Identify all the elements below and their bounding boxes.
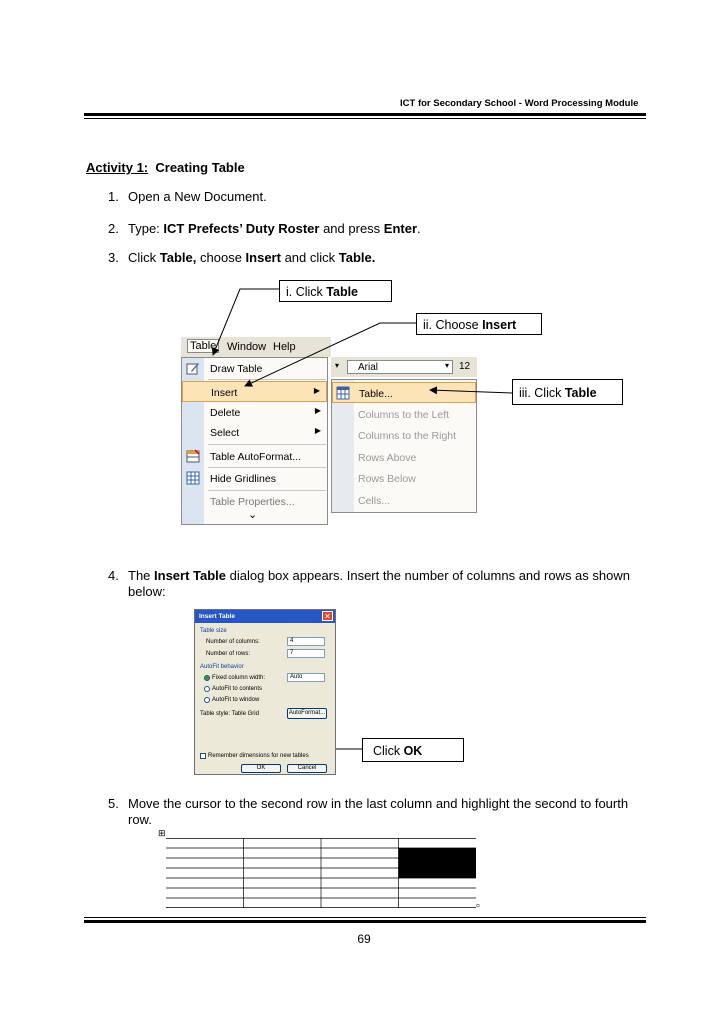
submenu-arrow-icon: ▶	[313, 386, 320, 395]
option-window-label: AutoFit to window	[212, 697, 260, 703]
dropdown-arrow-icon: ▾	[444, 361, 449, 370]
step-bold: Table.	[338, 250, 376, 265]
step-text: dialog box appears. Insert the number of columns and rows as shown	[226, 568, 630, 583]
arrow-to-table-menu	[213, 289, 279, 355]
submenu-item-label: Cells...	[358, 495, 391, 507]
callout-text: iii. Click	[519, 386, 565, 400]
columns-input[interactable]	[287, 637, 325, 646]
rows-label: Number of rows:	[206, 651, 251, 657]
submenu-item-label: Columns to the Right	[358, 430, 457, 442]
step-text: choose	[196, 250, 246, 265]
menu-item-label: Insert	[211, 387, 238, 399]
end-of-row-marker: ¤	[476, 903, 480, 910]
group-autofit: AutoFit behavior	[200, 664, 244, 670]
activity-title: Creating Table	[155, 160, 245, 175]
rows-value: 7	[290, 650, 294, 656]
menu-item-label: Table AutoFormat...	[210, 451, 302, 463]
step-text: and click	[280, 250, 339, 265]
step-number: 5.	[108, 796, 119, 811]
submenu-arrow-icon: ▶	[314, 406, 321, 415]
activity-label: Activity 1:	[86, 160, 149, 175]
step-text: and press	[319, 221, 384, 236]
callout-bold: Table	[564, 386, 597, 400]
option-contents-label: AutoFit to contents	[212, 686, 263, 692]
step-4	[108, 568, 630, 583]
callout-bold: Insert	[482, 318, 517, 332]
step-5	[108, 796, 628, 811]
close-icon[interactable]: ✕	[322, 611, 333, 621]
remember-checkbox[interactable]	[200, 753, 206, 759]
submenu-arrow-icon: ▶	[314, 426, 321, 435]
submenu-item-label: Rows Below	[358, 473, 416, 485]
radio-autofit-window[interactable]	[204, 697, 210, 703]
callout-click-ok	[362, 738, 464, 762]
menu-item-label: Hide Gridlines	[210, 473, 276, 485]
footer-rule-thick	[84, 920, 646, 923]
callout-bold: OK	[403, 744, 423, 758]
radio-autofit-contents[interactable]	[204, 686, 210, 692]
rows-input[interactable]	[287, 649, 325, 658]
menu-help[interactable]: Help	[273, 341, 296, 353]
step-text: .	[417, 221, 421, 236]
footer-rule	[84, 917, 646, 918]
font-name-value: Arial	[358, 362, 379, 373]
step-text: The	[128, 568, 155, 583]
columns-label: Number of columns:	[206, 639, 260, 645]
step-number: 2.	[108, 221, 119, 236]
menu-table[interactable]: Table	[187, 339, 219, 353]
radio-fixed[interactable]	[204, 675, 210, 681]
table-move-handle-icon[interactable]: ⊞	[158, 828, 166, 838]
step-number: 3.	[108, 250, 119, 265]
callout-text: Click	[373, 744, 404, 758]
step-bold: Insert	[245, 250, 281, 265]
step-bold: Table,	[159, 250, 197, 265]
option-fixed-label: Fixed column width:	[212, 675, 266, 681]
autoformat-button[interactable]: AutoFormat...	[287, 708, 327, 719]
menu-item-label: Delete	[210, 407, 241, 419]
cancel-button[interactable]: Cancel	[287, 764, 327, 773]
step-text: Type:	[128, 221, 164, 236]
step-number: 1.	[108, 189, 119, 204]
callout-text: i. Click	[286, 285, 327, 299]
step-number: 4.	[108, 568, 119, 583]
insert-table-dialog	[194, 609, 336, 775]
step-bold: Enter	[383, 221, 418, 236]
step-4-line2: below:	[128, 584, 166, 599]
chevron-down-icon: ⌄	[248, 509, 258, 521]
step-bold: Insert Table	[154, 568, 227, 583]
dialog-titlebar	[195, 610, 335, 623]
arrow-to-table-sub	[430, 390, 512, 393]
running-header: ICT for Secondary School - Word Processing Module	[400, 98, 639, 109]
submenu-item-label: Table...	[359, 388, 393, 400]
menu-item-label: Draw Table	[210, 363, 263, 375]
page-number: 69	[357, 932, 371, 946]
menu-item-label: Table Properties...	[210, 496, 295, 508]
dialog-title: Insert Table	[199, 613, 236, 620]
arrow-to-insert	[245, 323, 416, 386]
font-size-value[interactable]: 12	[459, 361, 471, 372]
highlighted-cells	[399, 848, 477, 878]
callout-text: ii. Choose	[423, 318, 483, 332]
submenu-item-label: Rows Above	[358, 452, 417, 464]
group-table-size: Table size	[200, 628, 227, 634]
callout-bold: Table	[326, 285, 359, 299]
step-text: Click	[128, 250, 160, 265]
dropdown-arrow-icon: ▾	[335, 361, 340, 370]
fixed-width-value: Auto	[290, 674, 303, 680]
columns-value: 4	[290, 638, 294, 644]
menu-window[interactable]: Window	[227, 341, 267, 353]
submenu-item-label: Columns to the Left	[358, 409, 450, 421]
step-text: Move the cursor to the second row in the last column and highlight the second to fourth	[128, 796, 629, 811]
step-bold: ICT Prefects’ Duty Roster	[163, 221, 320, 236]
step-text: Open a New Document.	[128, 189, 267, 204]
step-5-line2: row.	[128, 812, 152, 827]
table-style-label: Table style: Table Grid	[200, 711, 259, 717]
remember-label: Remember dimensions for new tables	[208, 753, 309, 759]
fixed-width-input[interactable]	[287, 673, 325, 682]
ok-button[interactable]: OK	[241, 764, 281, 773]
word-table	[166, 838, 476, 908]
menu-item-label: Select	[210, 427, 240, 439]
